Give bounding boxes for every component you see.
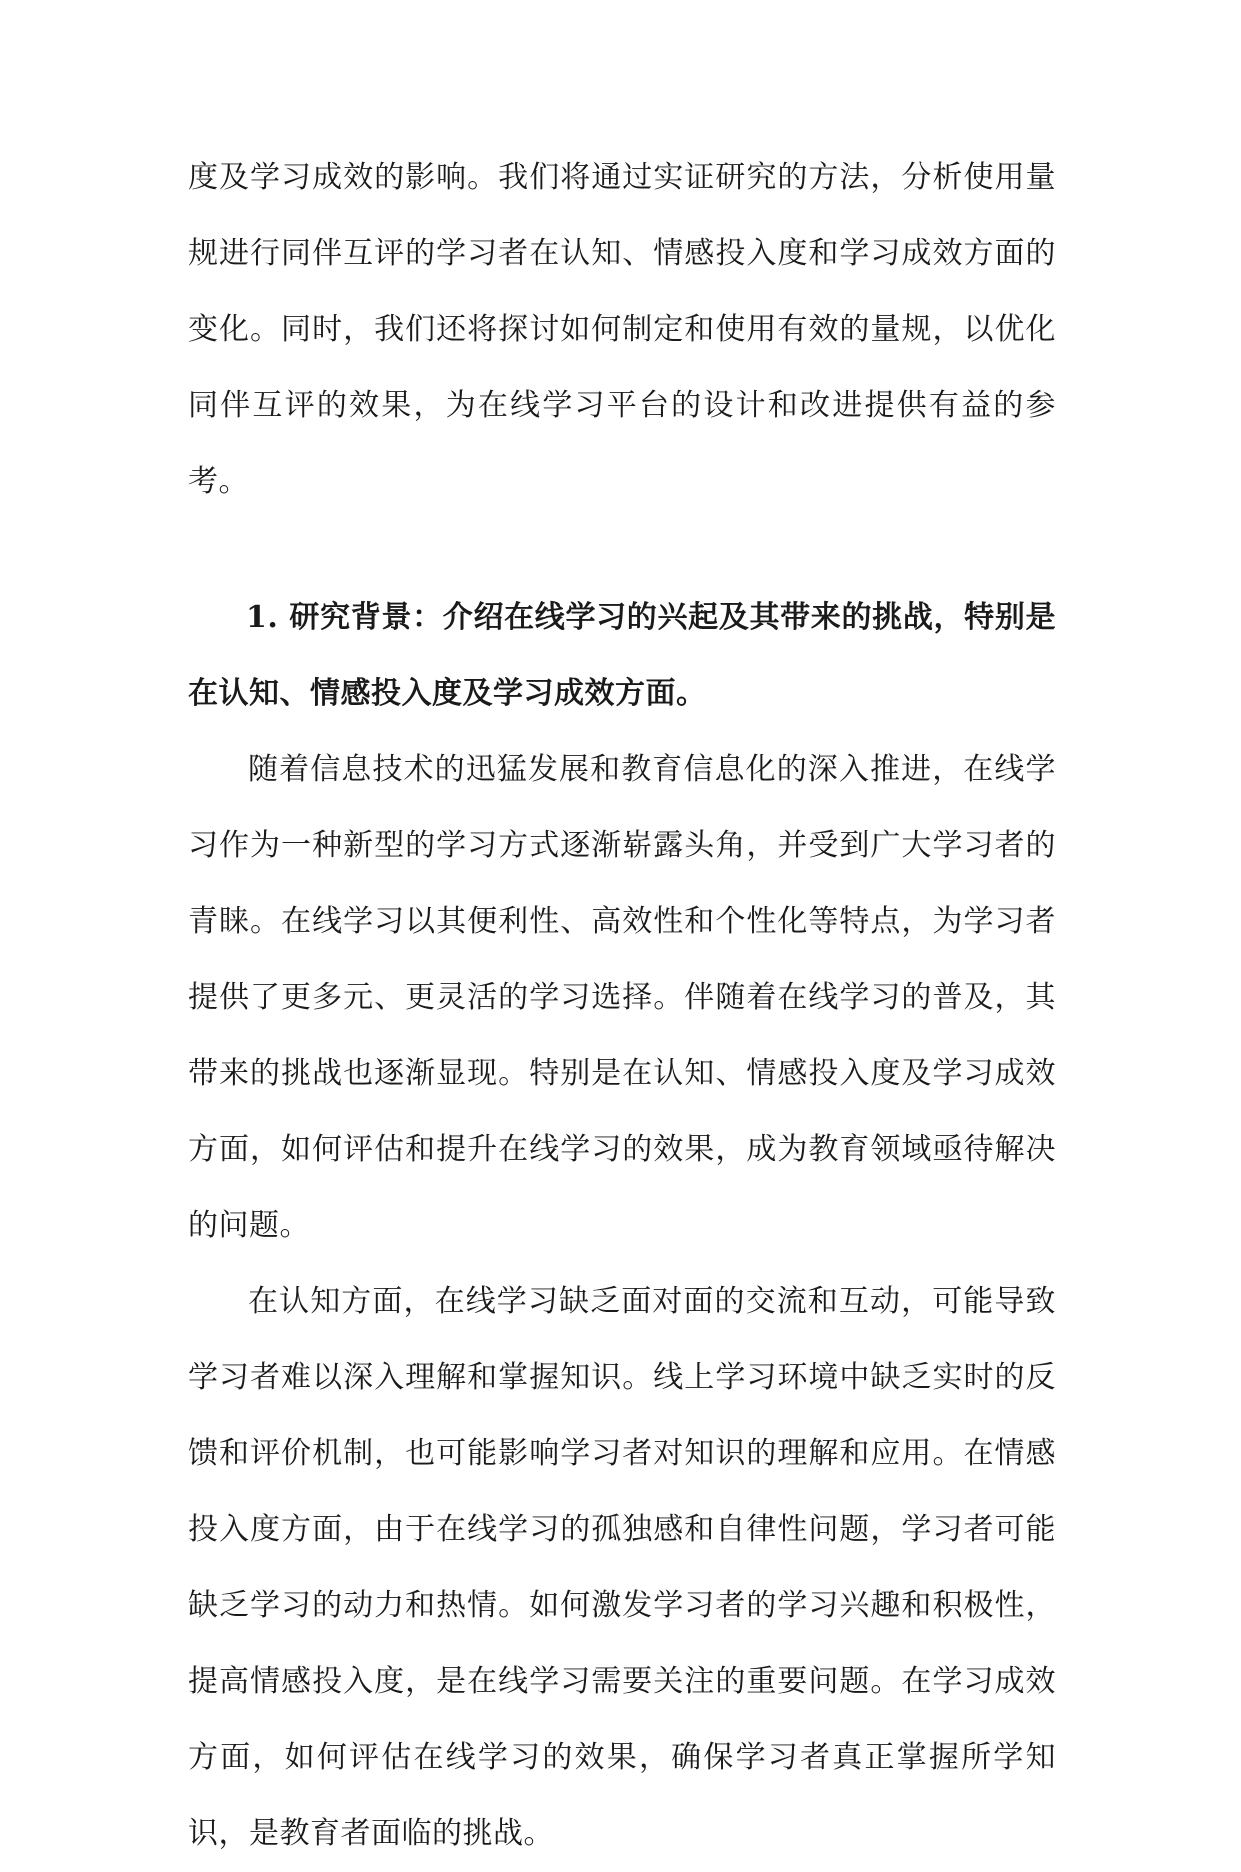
section-heading: 1. 研究背景：介绍在线学习的兴起及其带来的挑战，特别是在认知、情感投入度及学习成效方面。 — [188, 600, 1056, 711]
background-paragraph-2: 在认知方面，在线学习缺乏面对面的交流和互动，可能导致学习者难以深入理解和掌握知识。线上学习环境中缺乏实时的反馈和评价机制，也可能影响学习者对知识的理解和应用。在情感投入度方面，由于在线学习的孤独感和自律性问题，学习者可能缺乏学习的动力和热情。如何激发学习者的学习兴趣和积极性，提高情感投入度，是在线学习需要关注的重要问题。在学习成效方面，如何评估在线学习的效果，确保学习者真正掌握所学知识，是教育者面临的挑战。 — [188, 1284, 1056, 1851]
intro-paragraph: 度及学习成效的影响。我们将通过实证研究的方法，分析使用量规进行同伴互评的学习者在认知、情感投入度和学习成效方面的变化。同时，我们还将探讨如何制定和使用有效的量规，以优化同伴互评的效果，为在线学习平台的设计和改进提供有益的参考。 — [188, 160, 1056, 499]
document-page — [188, 140, 1056, 1872]
background-paragraph-1: 随着信息技术的迅猛发展和教育信息化的深入推进，在线学习作为一种新型的学习方式逐渐崭露头角，并受到广大学习者的青睐。在线学习以其便利性、高效性和个性化等特点，为学习者提供了更多元、更灵活的学习选择。伴随着在线学习的普及，其带来的挑战也逐渐显现。特别是在认知、情感投入度及学习成效方面，如何评估和提升在线学习的效果，成为教育领域亟待解决的问题。 — [188, 752, 1056, 1243]
